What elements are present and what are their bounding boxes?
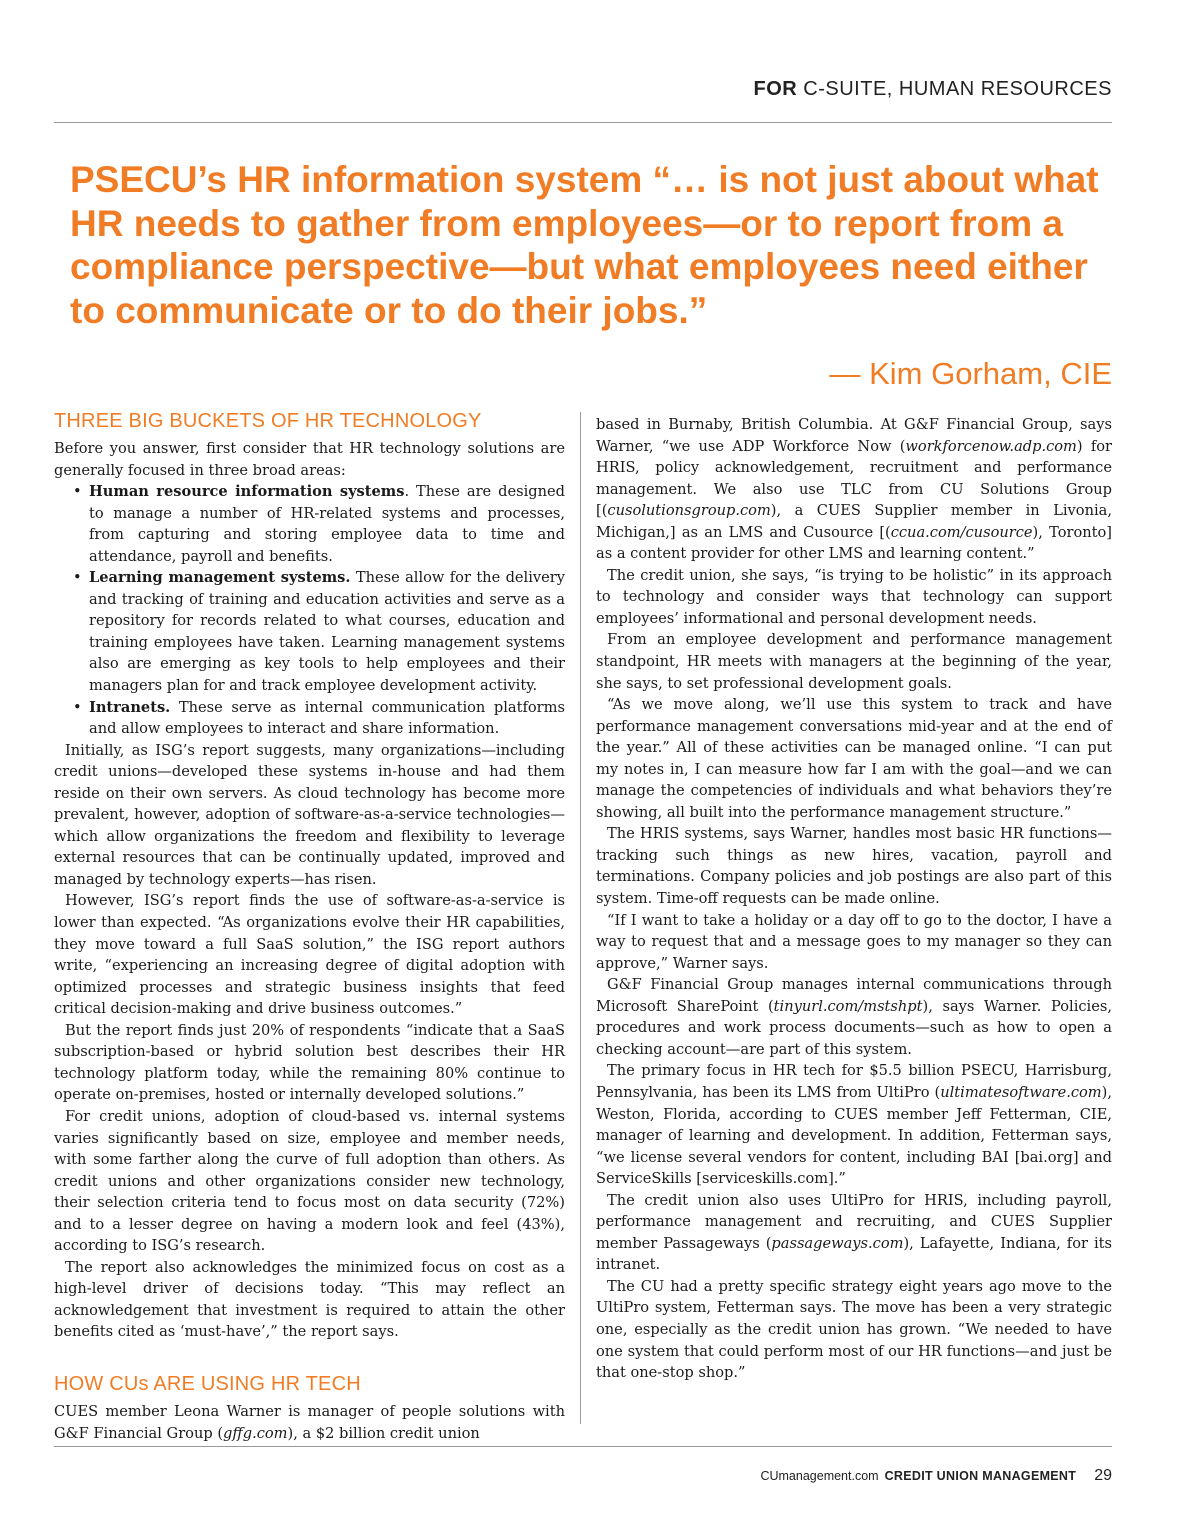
list-item [73, 481, 565, 567]
text-run: The primary focus in HR tech for $5.5 billion PSECU, Harrisburg, Pennsylvania, has been its LMS from UltiPro ( [596, 1062, 1112, 1101]
paragraph: The credit union, she says, “is trying to be holistic” in its approach to technology and consider ways that technology can support employees’ informational and personal development needs. [596, 566, 1112, 627]
bullet-text: . These are designed to manage a number of HR-related systems and processes, from capturing and storing employee data to time and attendance, payroll and benefits. [89, 483, 565, 565]
web-reference: tinyurl.com/mstshpt [773, 997, 923, 1015]
paragraph [596, 1190, 1112, 1276]
column-divider [580, 412, 581, 1424]
paragraph: “As we move along, we’ll use this system to track and have performance management conversations mid-year and at the end of the year.” All of these activities can be managed online. “I can put my notes in, I can measure how far I am with the goal—and we can manage the competencies of individuals and what behaviors they’re showing, all built into the performance management structure.” [596, 696, 1112, 821]
bullet-list [54, 481, 565, 740]
text-run: The credit union also uses UltiPro for HRIS, including payroll, performance management and recruiting, and CUES Supplier member Passageways ( [596, 1191, 1112, 1252]
paragraph [596, 414, 1112, 565]
bullet-term: Learning management systems. [89, 569, 351, 587]
paragraph: However, ISG’s report finds the use of software-as-a-service is lower than expected. “As organizations evolve their HR capabilities, they move toward a full SaaS solution,” the ISG report authors write, “experiencing an increasing degree of digital adoption with optimized processes and strategic business insights that feed critical decision-making and drive business outcomes.” [54, 892, 565, 1018]
text-run: G&F Financial Group manages internal communications through Microsoft SharePoint ( [596, 976, 1112, 1015]
paragraph-intro: Before you answer, first consider that HR technology solutions are generally focused in three broad areas: [54, 440, 565, 479]
bullet-marker: • [73, 483, 82, 501]
page-number: 29 [1094, 1467, 1112, 1484]
text-run: ), a CUES Supplier member in Livonia, Michigan,] as an LMS and Cusource [( [596, 502, 1112, 541]
web-reference: gffg.com [223, 1424, 288, 1442]
kicker-audience: C-SUITE, HUMAN RESOURCES [803, 78, 1112, 100]
paragraph: Initially, as ISG’s report suggests, many organizations—including credit unions—developed these systems in-house and had them reside on their own servers. As cloud technology has become more prevalent, however, adoption of software-as-a-service technologies—which allow organizations the freedom and flexibility to leverage external resources that can be continually updated, improved and managed by technology experts—has risen. [54, 741, 565, 888]
paragraph [596, 974, 1112, 1060]
paragraph [596, 1060, 1112, 1189]
paragraph: But the report finds just 20% of respondents “indicate that a SaaS subscription-based or hybrid solution best describes their HR technology platform today, while the remaining 80% continue to operate on-premises, hosted or internally developed solutions.” [54, 1021, 565, 1104]
text-run: ) for HRIS, policy acknowledgement, recruitment and performance management. We also use TLC from CU Solutions Group [( [596, 437, 1113, 520]
section-kicker [754, 78, 1112, 101]
text-run: CUES member Leona Warner is manager of people solutions with G&F Financial Group ( [54, 1402, 565, 1442]
bullet-text: These allow for the delivery and tracking of training and education activities and serve as a repository for records related to what courses, education and training employees have taken. Learning management systems also are emerging as key tools to help employees and their managers plan for and track employee development activity. [89, 569, 565, 695]
bullet-term: Human resource information systems [89, 483, 405, 501]
right-column [596, 414, 1112, 1384]
web-reference: ultimatesoftware.com [940, 1083, 1102, 1101]
footer-publication: CREDIT UNION MANAGEMENT [884, 1469, 1077, 1483]
top-divider [54, 122, 1112, 123]
page-footer [760, 1467, 1112, 1485]
paragraph: For credit unions, adoption of cloud-based vs. internal systems varies significantly based on size, employee and member needs, with some farther along the curve of full adoption than others. As credit unions and other organizations consider new technology, their selection criteria tend to focus most on data security (72%) and to a lesser degree on having a modern look and feel (43%), according to ISG’s research. [54, 1107, 565, 1255]
footer-website: CUmanagement.com [760, 1469, 879, 1483]
paragraph: “If I want to take a holiday or a day off to go to the doctor, I have a way to request that and a message goes to my manager so they can approve,” Warner says. [596, 911, 1112, 972]
bullet-marker: • [73, 698, 82, 716]
kicker-bold: FOR [753, 78, 798, 100]
paragraph: The HRIS systems, says Warner, handles most basic HR functions—tracking such things as new hires, vacation, payroll and terminations. Company policies and job postings are also part of this system. Time-off requests can be made online. [596, 825, 1112, 908]
text-run: ), Weston, Florida, according to CUES member Jeff Fetterman, CIE, manager of learning and development. In addition, Fetterman says, “we license several vendors for content, including BAI [bai.org] and ServiceSkills [serviceskills.com].” [596, 1083, 1112, 1188]
section-heading-cus: HOW CUs ARE USING HR TECH [54, 1372, 361, 1395]
bullet-term: Intranets. [89, 698, 171, 716]
list-item [73, 697, 565, 740]
bullet-text: These serve as internal communication platforms and allow employees to interact and share information. [89, 698, 565, 738]
text-run: based in Burnaby, British Columbia. At G&F Financial Group, says Warner, “we use ADP Workforce Now ( [596, 416, 1112, 455]
text-run: ), a $2 billion credit union [287, 1424, 480, 1442]
pull-quote: PSECU’s HR information system “… is not just about what HR needs to gather from employees—or to report from a compliance perspective—but what employees need either to communicate or to do their jobs.” [70, 159, 1099, 331]
pull-quote-attribution: — Kim Gorham, CIE [829, 356, 1112, 391]
bullet-marker: • [73, 569, 82, 587]
text-run: ), Lafayette, Indiana, for its intranet. [596, 1234, 1112, 1274]
web-reference: ccua.com/cusource [890, 523, 1033, 541]
paragraph: The CU had a pretty specific strategy eight years ago move to the UltiPro system, Fetterman says. The move has been a very strategic one, especially as the credit union has grown. “We needed to have one system that could perform most of our HR functions—and just be that one-stop shop.” [596, 1277, 1112, 1382]
paragraph: The report also acknowledges the minimized focus on cost as a high-level driver of decisions today. “This may reflect an acknowledgement that investment is required to attain the other benefits cited as ‘must-have’,” the report says. [54, 1258, 565, 1341]
bottom-divider [54, 1446, 1112, 1447]
left-column [54, 408, 565, 1444]
list-item [73, 567, 565, 696]
web-reference: workforcenow.adp.com [905, 437, 1077, 455]
web-reference: cusolutionsgroup.com [607, 502, 771, 520]
text-run: ), Toronto] as a content provider for other LMS and learning content.” [596, 523, 1112, 563]
section-heading-buckets: THREE BIG BUCKETS OF HR TECHNOLOGY [54, 410, 482, 432]
paragraph: From an employee development and performance management standpoint, HR meets with managers at the beginning of the year, she says, to set professional development goals. [596, 631, 1112, 692]
paragraph [54, 1401, 565, 1444]
web-reference: passageways.com [771, 1234, 904, 1252]
text-run: ), says Warner. Policies, procedures and work process documents—such as how to open a checking account—are part of this system. [596, 997, 1112, 1058]
